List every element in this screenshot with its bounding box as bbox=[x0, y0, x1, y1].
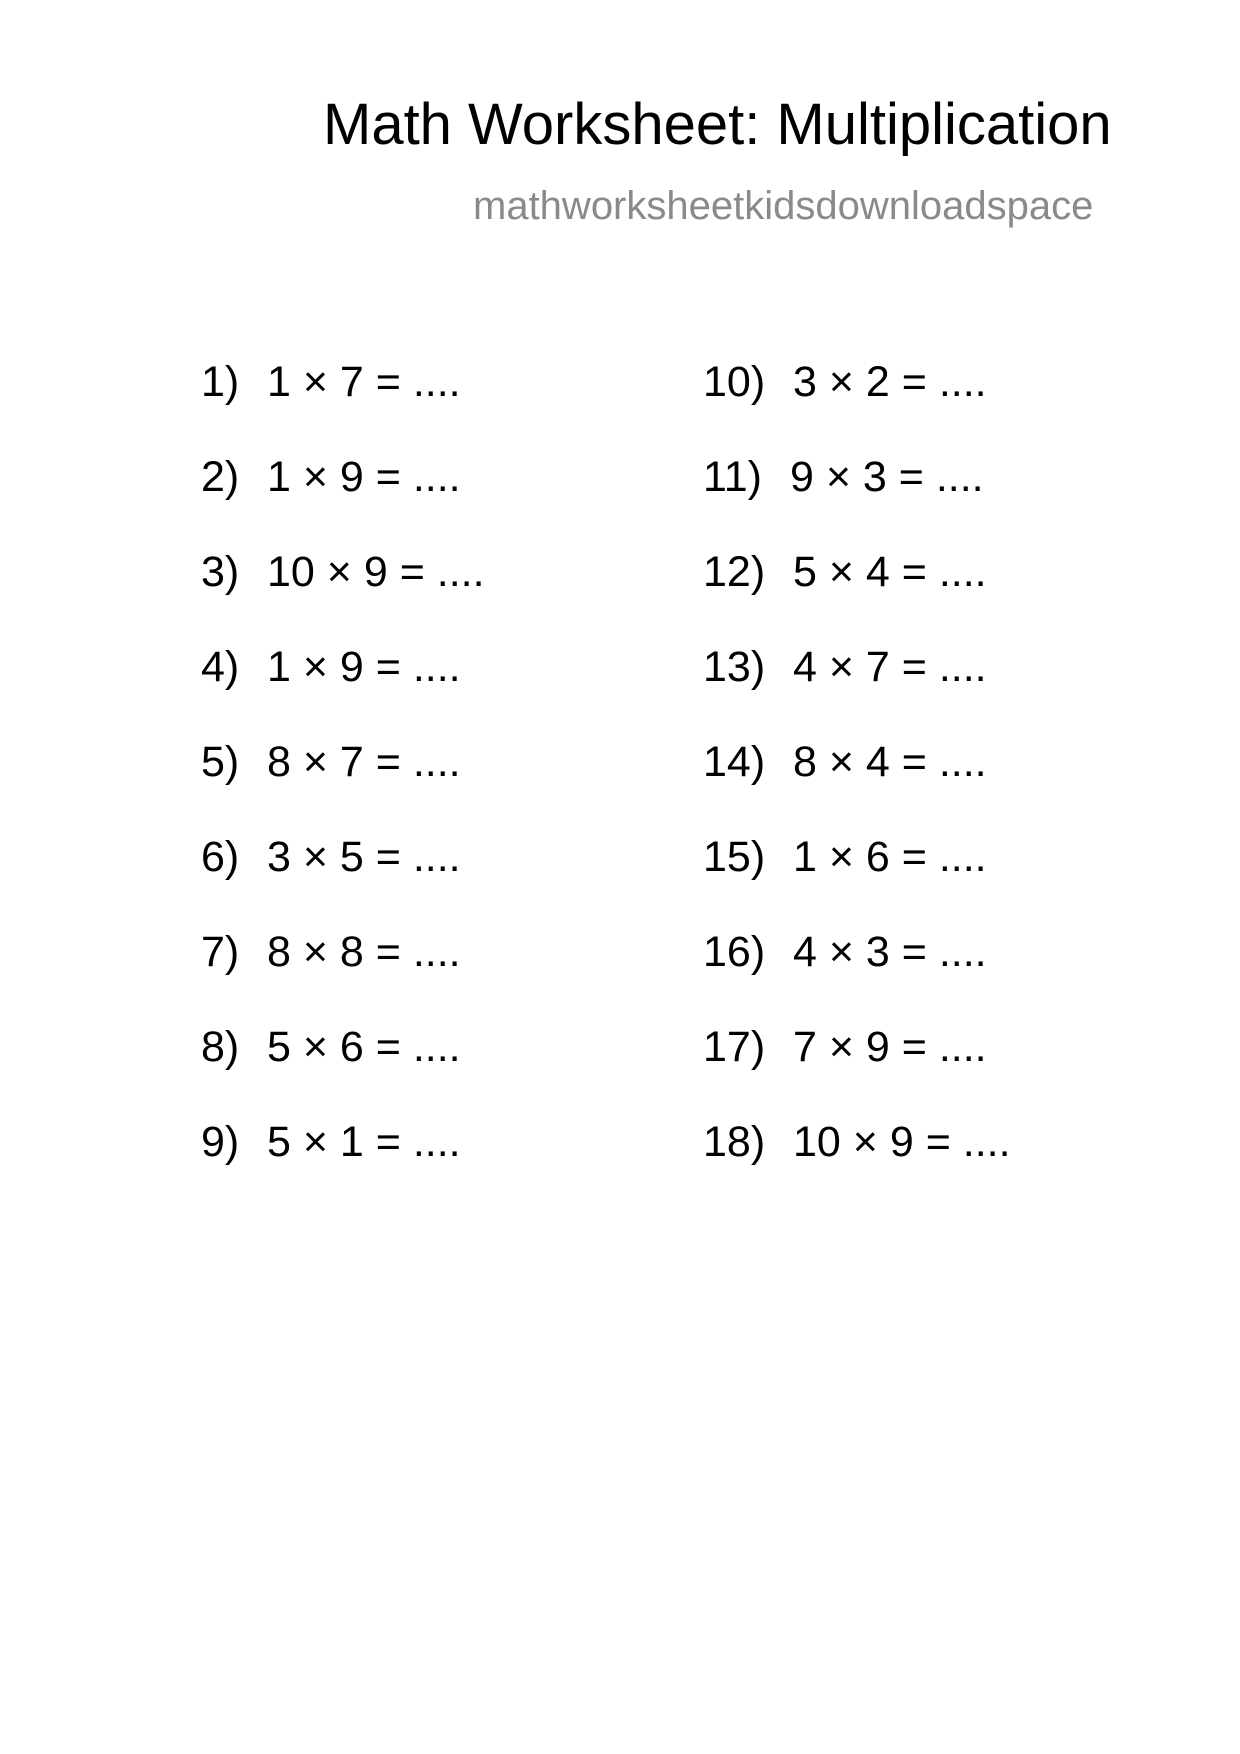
problem-expression: 5 × 6 = .... bbox=[267, 1023, 461, 1071]
problem-4 bbox=[201, 643, 461, 691]
problem-expression: 9 × 3 = .... bbox=[790, 453, 984, 501]
problem-number: 6) bbox=[201, 833, 240, 881]
problem-number: 16) bbox=[703, 928, 766, 976]
problem-15 bbox=[703, 833, 987, 881]
problem-expression: 4 × 3 = .... bbox=[793, 928, 987, 976]
problem-expression: 3 × 2 = .... bbox=[793, 358, 987, 406]
problem-number: 1) bbox=[201, 358, 240, 406]
problem-6 bbox=[201, 833, 461, 881]
problem-number: 17) bbox=[703, 1023, 766, 1071]
problem-expression: 1 × 9 = .... bbox=[267, 453, 461, 501]
problem-10 bbox=[703, 358, 987, 406]
problem-number: 13) bbox=[703, 643, 766, 691]
problem-8 bbox=[201, 1023, 461, 1071]
problem-number: 14) bbox=[703, 738, 766, 786]
problem-expression: 7 × 9 = .... bbox=[793, 1023, 987, 1071]
problem-number: 12) bbox=[703, 548, 766, 596]
problem-number: 2) bbox=[201, 453, 240, 501]
problem-9 bbox=[201, 1118, 461, 1166]
problem-18 bbox=[703, 1118, 1011, 1166]
problem-3 bbox=[201, 548, 485, 596]
problem-expression: 1 × 9 = .... bbox=[267, 643, 461, 691]
problem-17 bbox=[703, 1023, 987, 1071]
problem-expression: 8 × 8 = .... bbox=[267, 928, 461, 976]
problem-expression: 4 × 7 = .... bbox=[793, 643, 987, 691]
problem-7 bbox=[201, 928, 461, 976]
problem-number: 3) bbox=[201, 548, 240, 596]
problem-expression: 10 × 9 = .... bbox=[793, 1118, 1011, 1166]
problem-expression: 8 × 4 = .... bbox=[793, 738, 987, 786]
problem-expression: 8 × 7 = .... bbox=[267, 738, 461, 786]
problem-number: 10) bbox=[703, 358, 766, 406]
problem-number: 18) bbox=[703, 1118, 766, 1166]
problem-1 bbox=[201, 358, 461, 406]
page-subtitle: mathworksheetkidsdownloadspace bbox=[473, 184, 1094, 228]
problem-expression: 5 × 1 = .... bbox=[267, 1118, 461, 1166]
problem-number: 8) bbox=[201, 1023, 240, 1071]
problem-expression: 1 × 7 = .... bbox=[267, 358, 461, 406]
problem-number: 4) bbox=[201, 643, 240, 691]
problem-12 bbox=[703, 548, 987, 596]
problem-number: 5) bbox=[201, 738, 240, 786]
page-title: Math Worksheet: Multiplication bbox=[323, 92, 1112, 157]
problem-16 bbox=[703, 928, 987, 976]
problem-expression: 5 × 4 = .... bbox=[793, 548, 987, 596]
problem-expression: 10 × 9 = .... bbox=[267, 548, 485, 596]
problem-number: 11) bbox=[703, 453, 762, 501]
problem-14 bbox=[703, 738, 987, 786]
problem-number: 15) bbox=[703, 833, 766, 881]
problem-number: 9) bbox=[201, 1118, 240, 1166]
problem-expression: 3 × 5 = .... bbox=[267, 833, 461, 881]
problem-5 bbox=[201, 738, 461, 786]
problem-11 bbox=[703, 453, 984, 501]
problem-13 bbox=[703, 643, 987, 691]
problem-number: 7) bbox=[201, 928, 240, 976]
problem-2 bbox=[201, 453, 461, 501]
problem-expression: 1 × 6 = .... bbox=[793, 833, 987, 881]
